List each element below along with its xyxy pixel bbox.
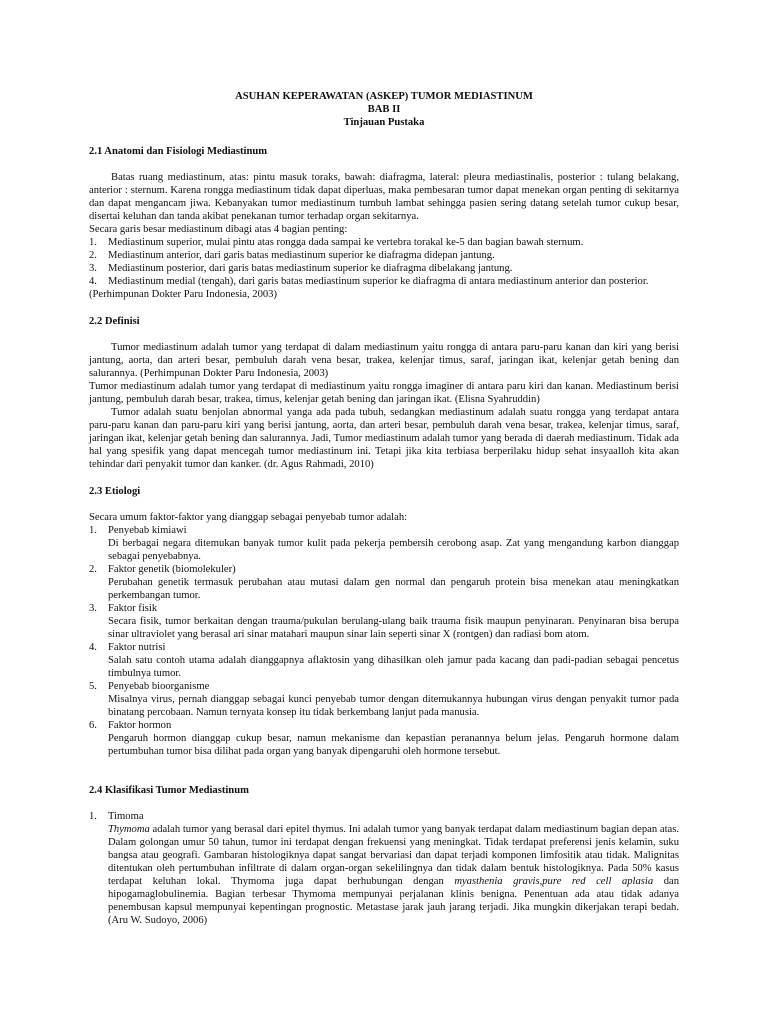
list-item-text: Di berbagai negara ditemukan banyak tumor kulit pada pekerja pembersih cerobong asap. Zat yang mengandung karbon dianggap sebagai penyebabnya.	[108, 538, 679, 562]
list-number: 5.	[89, 681, 97, 692]
list-item	[89, 810, 679, 927]
list-item-title: Timoma	[108, 811, 144, 822]
chapter-label: BAB II	[367, 104, 401, 115]
citation: (Perhimpunan Dokter Paru Indonesia, 2003)	[89, 289, 277, 300]
paragraph: Secara garis besar mediastinum dibagi atas 4 bagian penting:	[89, 224, 348, 235]
text-run: dan hipogamaglobulinemia. Bagian terbesar Thymoma mempunyai perjalanan klinis benigna. Penentuan ada atau tidak adanya penembusan kapsul mempunyai kepentingan prognostic. Metastase jarak jauh jarang terjadi. Jika mungkin dikerjakan terapi bedah. (Aru W. Sudoyo, 2006)	[108, 876, 679, 926]
section-heading-2-3: 2.3 Etiologi	[89, 486, 141, 497]
list-item	[89, 275, 679, 288]
list-number: 1.	[89, 237, 97, 248]
list-item	[89, 563, 679, 602]
section-heading-2-4: 2.4 Klasifikasi Tumor Mediastinum	[89, 785, 249, 796]
list-item-text: Mediastinum medial (tengah), dari garis batas mediastinum superior ke diafragma di antara mediastinum anterior dan posterior.	[108, 276, 649, 287]
list-item-title: Faktor hormon	[108, 720, 172, 731]
list-item-text: Mediastinum anterior, dari garis batas mediastinum superior ke diafragma didepan jantung.	[108, 250, 495, 261]
list-number: 4.	[89, 642, 97, 653]
section-heading-2-2: 2.2 Definisi	[89, 316, 140, 327]
list-item-text: Salah satu contoh utama adalah dianggapnya aflaktosin yang dihasilkan oleh jamur pada kacang dan padi-padian sebagai pencetus timbulnya tumor.	[108, 655, 679, 679]
list-item	[89, 249, 679, 262]
numbered-list	[89, 810, 679, 927]
list-item-text: Mediastinum superior, mulai pintu atas rongga dada sampai ke vertebra torakal ke-5 dan bagian bawah sternum.	[108, 237, 584, 248]
list-number: 3.	[89, 263, 97, 274]
paragraph: Tumor adalah suatu benjolan abnormal yanga ada pada tubuh, sedangkan mediastinum adalah suatu rongga yang terdapat antara paru-paru kanan dan paru-paru kiri yang berisi jantung, aorta, dan arteri besar, pembuluh darah vena besar, trakea, kelenjar timus, saraf, jaringan ikat, kelenjar getah bening dan salurannya. Jadi, Tumor mediastinum adalah tumor yang berada di daerah mediastinum. Tidak ada hal yang spesifik yang dapat mencegah tumor mediastinum ini. Tetapi jika kita terbiasa berperilaku hidup sehat insyaalloh kita akan tehindar dari penyakit tumor dan kanker. (dr. Agus Rahmadi, 2010)	[89, 407, 679, 470]
list-item	[89, 641, 679, 680]
list-item	[89, 680, 679, 719]
section-heading-2-1: 2.1 Anatomi dan Fisiologi Mediastinum	[89, 146, 268, 157]
paragraph: Tumor mediastinum adalah tumor yang terdapat di mediastinum yaitu rongga imaginer di antara paru kiri dan kanan. Mediastinum berisi jantung, pembuluh darah besar, trakea, timus, kelenjar getah bening dan jaringan ikat. (Elisna Syahruddin)	[89, 381, 679, 405]
italic-term: Thymoma	[108, 824, 150, 835]
list-item-text: Misalnya virus, pernah dianggap sebagai kunci penyebab tumor dengan ditemukannya hubungan virus dengan penyakit tumor pada binatang percobaan. Namun ternyata konsep itu tidak berkembang lanjut pada manusia.	[108, 694, 679, 718]
list-item	[89, 262, 679, 275]
list-item-title: Faktor nutrisi	[108, 642, 166, 653]
document-title: ASUHAN KEPERAWATAN (ASKEP) TUMOR MEDIASTINUM	[235, 91, 533, 102]
list-number: 1.	[89, 811, 97, 822]
italic-term: myasthenia gravis,pure red cell aplasia	[454, 876, 654, 887]
list-item-text: Mediastinum posterior, dari garis batas mediastinum superior ke diafragma dibelakang jantung.	[108, 263, 513, 274]
list-number: 1.	[89, 525, 97, 536]
list-item-text: Pengaruh hormon dianggap cukup besar, namun mekanisme dan kepastian peranannya belum jelas. Pengaruh hormone dalam pertumbuhan tumor bisa dilihat pada organ yang banyak dipengaruhi oleh hormone tersebut.	[108, 733, 679, 757]
document-body	[89, 90, 679, 927]
list-item-title: Penyebab kimiawi	[108, 525, 187, 536]
list-number: 2.	[89, 250, 97, 261]
list-item-title: Faktor genetik (biomolekuler)	[108, 564, 236, 575]
list-item	[89, 602, 679, 641]
list-item-title: Penyebab bioorganisme	[108, 681, 210, 692]
list-item-title: Faktor fisik	[108, 603, 158, 614]
numbered-list	[89, 236, 679, 288]
list-item	[89, 719, 679, 758]
chapter-subtitle: Tinjauan Pustaka	[343, 117, 425, 128]
list-number: 3.	[89, 603, 97, 614]
paragraph: Tumor mediastinum adalah tumor yang terdapat di dalam mediastinum yaitu rongga di antara paru-paru kanan dan kiri yang berisi jantung, aorta, dan arteri besar, pembuluh darah vena besar, trakea, kelenjar timus, saraf, jaringan ikat, kelenjar getah bening dan salurannya. (Perhimpunan Dokter Paru Indonesia, 2003)	[89, 342, 679, 379]
list-item	[89, 524, 679, 563]
list-item-text: Secara fisik, tumor berkaitan dengan trauma/pukulan berulang-ulang baik trauma fisik maupun penyinaran. Penyinaran bisa berupa sinar ultraviolet yang berasal ari sinar matahari maupun sinar lain seperti sinar X (rontgen) dan radiasi bom atom.	[108, 616, 679, 640]
list-number: 2.	[89, 564, 97, 575]
numbered-list	[89, 524, 679, 758]
paragraph: Batas ruang mediastinum, atas: pintu masuk toraks, bawah: diafragma, lateral: pleura mediastinalis, posterior : tulang belakang, anterior : sternum. Karena rongga mediastinum tidak dapat diperluas, maka pembesaran tumor dapat menekan organ penting di sekitarnya dan dapat mengancam jiwa. Kebanyakan tumor mediastinum tumbuh lambat sehingga pasien sering datang setelah tumor cukup besar, disertai keluhan dan tanda akibat penekanan tumor terhadap organ sekitarnya.	[89, 172, 679, 222]
list-item	[89, 236, 679, 249]
list-item-text	[108, 823, 679, 927]
text-run: adalah tumor yang berasal dari epitel thymus. Ini adalah tumor yang banyak terdapat dalam mediastinum bagian depan atas. Dalam golongan umur 50 tahun, tumor ini terdapat dengan frekuensi yang meningkat. Tidak terdapat preferensi jenis kelamin, suku bangsa atau geografi. Gambaran histologiknya dapat sangat bervariasi dan dapat terjadi komponen limfositik atau tidak. Malignitas ditentukan oleh pertumbuhan infiltrate di dalam organ-organ sekelilingnya dan tidak dalam bentuk histologiknya. Pada 50% kasus terdapat keluhan lokal. Thymoma juga dapat berhubungan dengan	[108, 824, 679, 887]
paragraph: Secara umum faktor-faktor yang dianggap sebagai penyebab tumor adalah:	[89, 512, 408, 523]
list-number: 4.	[89, 276, 97, 287]
list-number: 6.	[89, 720, 97, 731]
list-item-text: Perubahan genetik termasuk perubahan atau mutasi dalam gen normal dan pengaruh protein bisa menekan atau meningkatkan perkembangan tumor.	[108, 577, 679, 601]
